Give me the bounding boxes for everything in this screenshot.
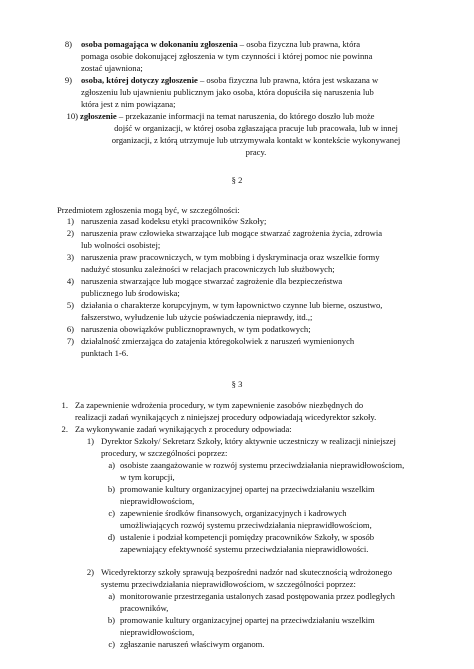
- list-item-line: umożliwiających rozwój systemu przeciwdziałania nieprawidłowościom,: [120, 520, 372, 530]
- subpoint-line: systemu przeciwdziałania nieprawidłowościom, w szczególności poprzez:: [101, 579, 356, 589]
- definition-line: zostać ujawniona;: [81, 63, 143, 73]
- list-item-line: działania o charakterze korupcyjnym, w tym łapownictwo czynne lub bierne, oszustwo,: [81, 300, 383, 310]
- list-item-number: 7): [66, 336, 74, 346]
- point-number: 1.: [61, 400, 68, 410]
- list-item-line: naruszenia zasad kodeksu etyki pracowników Szkoły;: [81, 216, 267, 226]
- point-line: realizacji zadań wynikających z niniejszej procedury odpowiadają wicedyrektor szkoły.: [75, 412, 377, 422]
- list-item-line: publicznego lub środowiska;: [81, 288, 180, 298]
- list-item-letter: b): [107, 484, 115, 494]
- definition-term: osoba, której dotyczy zgłoszenie: [81, 75, 198, 85]
- list-item-line: w tym korupcji,: [120, 472, 175, 482]
- list-item-number: 2): [66, 228, 74, 238]
- list-item-line: promowanie kultury organizacyjnej opartej na przeciwdziałaniu wszelkim: [120, 484, 375, 494]
- definition-line: zgłoszeniu lub ujawnieniu publicznym jako osoba, która dopuściła się naruszenia lub: [81, 87, 374, 97]
- list-item-letter: b): [107, 615, 115, 625]
- definition-term: osoba pomagająca w dokonaniu zgłoszenia: [81, 39, 238, 49]
- list-item-line: naruszenia praw człowieka stwarzające lub mogące stwarzać zagrożenia życia, zdrowia: [81, 228, 383, 238]
- list-item-line: promowanie kultury organizacyjnej opartej na przeciwdziałaniu wszelkim: [120, 615, 375, 625]
- definition-text: osoba, której dotyczy zgłoszenie – osoba fizyczna lub prawna, która jest wskazana w: [81, 75, 379, 85]
- definition-line: pomaga osobie dokonującej zgłoszenia w tym czynności i której pomoc nie powinna: [81, 51, 373, 61]
- list-item-number: 6): [66, 324, 74, 334]
- list-item-line: punktach 1-6.: [81, 348, 129, 358]
- list-item-line: fałszerstwo, wyłudzenie lub użycie poświadczenia nieprawdy, itd.,;: [81, 312, 313, 322]
- list-item-line: zgłaszanie naruszeń właściwym organom.: [120, 639, 265, 649]
- list-item-line: pracowników,: [120, 603, 169, 613]
- list-item-letter: d): [107, 532, 115, 542]
- section-heading: § 3: [231, 379, 243, 389]
- definition-number: 9): [64, 75, 72, 85]
- definition-line: która jest z nim powiązana;: [81, 99, 176, 109]
- definition-number: 8): [64, 39, 72, 49]
- point-number: 2.: [61, 424, 68, 434]
- list-item-line: zapewniający efektywność systemu przeciwdziałania nieprawidłowości.: [120, 544, 369, 554]
- point-line: Za wykonywanie zadań wynikających z procedury odpowiada:: [75, 424, 292, 434]
- point-line: Za zapewnienie wdrożenia procedury, w tym zapewnienie zasobów niezbędnych do: [75, 400, 364, 410]
- list-item-number: 4): [66, 276, 74, 286]
- definition-line: pracy.: [245, 147, 267, 157]
- list-item-number: 1): [66, 216, 74, 226]
- list-item-line: nieprawidłowościom,: [120, 627, 195, 637]
- list-item-number: 3): [66, 252, 74, 262]
- definition-line: dojść w organizacji, w której osoba zgłaszająca pracuje lub pracowała, lub w innej: [114, 123, 398, 133]
- definition-number: 10): [66, 111, 78, 121]
- list-item-line: lub wolności osobistej;: [81, 240, 161, 250]
- list-item-line: naruszenia stwarzające lub mogące stwarzać zagrożenie dla bezpieczeństwa: [81, 276, 343, 286]
- list-item-line: naruszenia praw pracowniczych, w tym mobbing i dyskryminacja oraz wszelkie formy: [81, 252, 380, 262]
- subpoint-line: Wicedyrektorzy szkoły sprawują bezpośredni nadzór nad skutecznością wdrożonego: [101, 567, 393, 577]
- definition-text: osoba pomagająca w dokonaniu zgłoszenia – osoba fizyczna lub prawna, która: [81, 39, 361, 49]
- definition-term: zgłoszenie: [80, 111, 117, 121]
- section-heading: § 2: [231, 175, 243, 185]
- section-intro: Przedmiotem zgłoszenia mogą być, w szczególności:: [57, 205, 240, 215]
- list-item-line: zapewnienie środków finansowych, organizacyjnych i kadrowych: [120, 508, 347, 518]
- list-item-line: działalność zmierzająca do zatajenia któregokolwiek z naruszeń wymienionych: [81, 336, 355, 346]
- list-item-line: osobiste zaangażowanie w rozwój systemu przeciwdziałania nieprawidłowościom,: [120, 460, 405, 470]
- subpoint-line: procedury, w szczególności poprzez:: [101, 448, 228, 458]
- list-item-letter: a): [108, 460, 115, 470]
- list-item-line: ustalenie i podział kompetencji pomiędzy pracowników Szkoły, w sposób: [120, 532, 375, 542]
- list-item-line: nieprawidłowościom,: [120, 496, 195, 506]
- subpoint-number: 2): [86, 567, 94, 577]
- subpoint-line: Dyrektor Szkoły/ Sekretarz Szkoły, który aktywnie uczestniczy w realizacji niniejszej: [101, 436, 396, 446]
- list-item-line: monitorowanie przestrzegania ustalonych zasad postępowania przez podległych: [120, 591, 395, 601]
- list-item-line: nadużyć stosunku zależności w relacjach pracowniczych lub służbowych;: [81, 264, 335, 274]
- definition-line: organizacji, z którą utrzymuje lub utrzymywała kontakt w kontekście wykonywanej: [111, 135, 401, 145]
- list-item-letter: c): [108, 639, 115, 649]
- definition-text: zgłoszenie – przekazanie informacji na temat naruszenia, do którego doszło lub może: [80, 111, 375, 121]
- list-item-line: naruszenia obowiązków publicznoprawnych, w tym podatkowych;: [81, 324, 311, 334]
- list-item-letter: a): [108, 591, 115, 601]
- list-item-letter: c): [108, 508, 115, 518]
- subpoint-number: 1): [86, 436, 94, 446]
- list-item-number: 5): [66, 300, 74, 310]
